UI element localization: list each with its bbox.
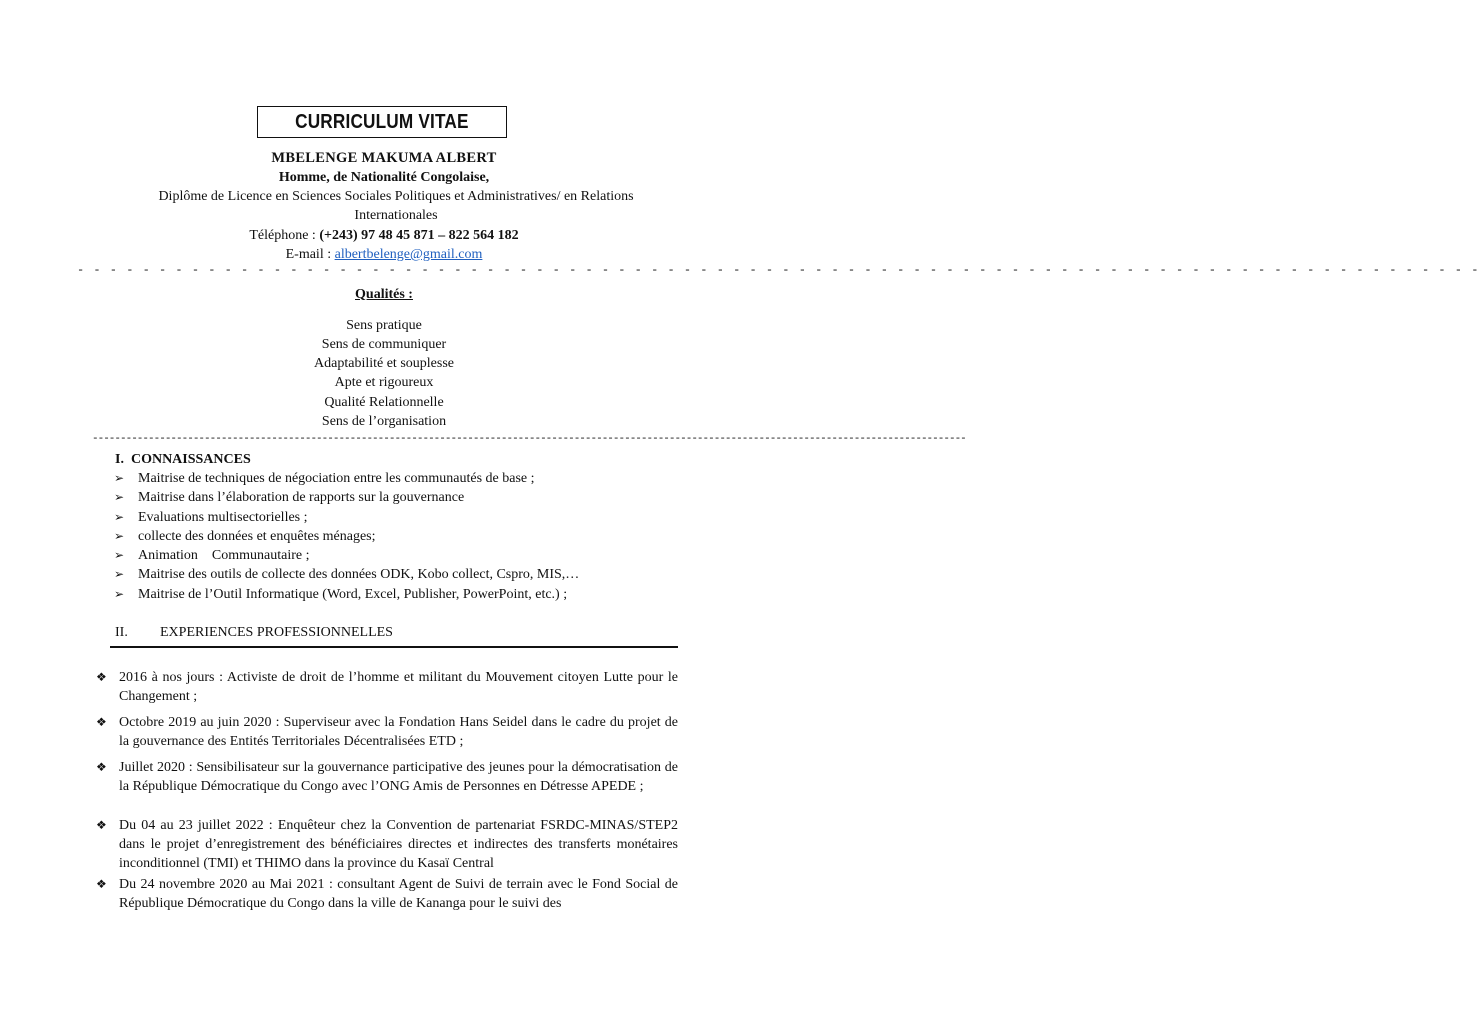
section-experiences [115,624,393,642]
section-title: EXPERIENCES PROFESSIONNELLES [160,625,393,640]
section-number: I. [115,452,124,467]
section-underline [110,646,678,648]
email-line [0,245,768,264]
arrow-bullet-icon: ➢ [114,586,125,601]
diamond-bullet-icon: ❖ [96,715,107,729]
list-item: ➢ Maitrise dans l’élaboration de rapports sur la gouvernance [114,488,714,507]
diamond-bullet-icon: ❖ [96,760,107,774]
list-item: ➢ Animation Communautaire ; [114,546,714,565]
experience-item: ❖ 2016 à nos jours : Activiste de droit de l’homme et militant du Mouvement citoyen Lutte pour le Changement ; [96,668,678,706]
qualite-item: Sens de l’organisation [321,414,447,429]
list-item: ➢ Maitrise des outils de collecte des données ODK, Kobo collect, Cspro, MIS,… [114,565,714,584]
qualites-title: Qualités : [355,287,413,302]
section-connaissances [115,451,251,469]
dashed-separator: - - - - - - - - - - - - - - - - - - - - - - - - - - - - - - - - - - - - - - - - - - - - - - - - - - - - - - - - - - - - - - - - - - - - - - - - - - - - - - - - - - - - - - [77,263,1479,277]
list-item: ➢ Maitrise de l’Outil Informatique (Word, Excel, Publisher, PowerPoint, etc.) ; [114,585,714,604]
arrow-bullet-icon: ➢ [114,490,125,505]
experience-item: ❖ Du 04 au 23 juillet 2022 : Enquêteur chez la Convention de partenariat FSRDC-MINAS/STEP2 dans le projet d’enregistrement des bénéficiaires directes et indirectes des transferts monétaires inconditionnel (TMI) et THIMO dans la province du Kasaï Central [96,816,678,874]
experience-item: ❖ Juillet 2020 : Sensibilisateur sur la gouvernance participative des jeunes pour la démocratisation de la République Démocratique du Congo avec l’ONG Amis de Personnes en Détresse APEDE ; [96,758,678,796]
list-item: ➢ collecte des données et enquêtes ménages; [114,527,714,546]
diamond-bullet-icon: ❖ [96,877,107,891]
section-title: CONNAISSANCES [130,452,251,467]
nationality: Homme, de Nationalité Congolaise, [278,170,490,185]
arrow-bullet-icon: ➢ [114,528,125,543]
email-link[interactable]: albertbelenge@gmail.com [334,247,483,262]
cv-title: CURRICULUM VITAE [295,110,469,133]
arrow-bullet-icon: ➢ [114,567,125,582]
qualite-item: Adaptabilité et souplesse [314,356,454,371]
connaissances-list [114,469,714,604]
list-item: ➢ Maitrise de techniques de négociation entre les communautés de base ; [114,469,714,488]
arrow-bullet-icon: ➢ [114,548,125,563]
email-label: E-mail : [285,247,335,262]
title-box [257,106,507,138]
diamond-bullet-icon: ❖ [96,818,107,832]
person-name: MBELENGE MAKUMA ALBERT [271,150,497,166]
arrow-bullet-icon: ➢ [114,471,125,485]
experience-item: ❖ Du 24 novembre 2020 au Mai 2021 : consultant Agent de Suivi de terrain avec le Fond Social de République Démocratique du Congo dans la ville de Kananga pour le suivi des [96,875,678,913]
diamond-bullet-icon: ❖ [96,670,107,684]
list-item: ➢ Evaluations multisectorielles ; [114,508,714,527]
dashed-separator-2: ------------------------------------------------------------------------------------------------------------------------------------------------------------ [92,433,966,445]
phone-label: Téléphone : [249,228,320,243]
qualite-item: Sens pratique [346,318,422,333]
experience-item: ❖ Octobre 2019 au juin 2020 : Superviseur avec la Fondation Hans Seidel dans le cadre du projet de la gouvernance des Entités Territoriales Décentralisées ETD ; [96,713,678,751]
section-number: II. [115,625,128,640]
diploma: Diplôme de Licence en Sciences Sociales Politiques et Administratives/ en Relations Internationales [158,189,634,223]
qualite-item: Sens de communiquer [321,337,447,352]
qualite-item: Apte et rigoureux [334,375,434,390]
phone-line [0,226,768,245]
arrow-bullet-icon: ➢ [114,509,125,524]
phone-value: (+243) 97 48 45 871 – 822 564 182 [319,228,519,243]
qualite-item: Qualité Relationnelle [324,395,444,410]
